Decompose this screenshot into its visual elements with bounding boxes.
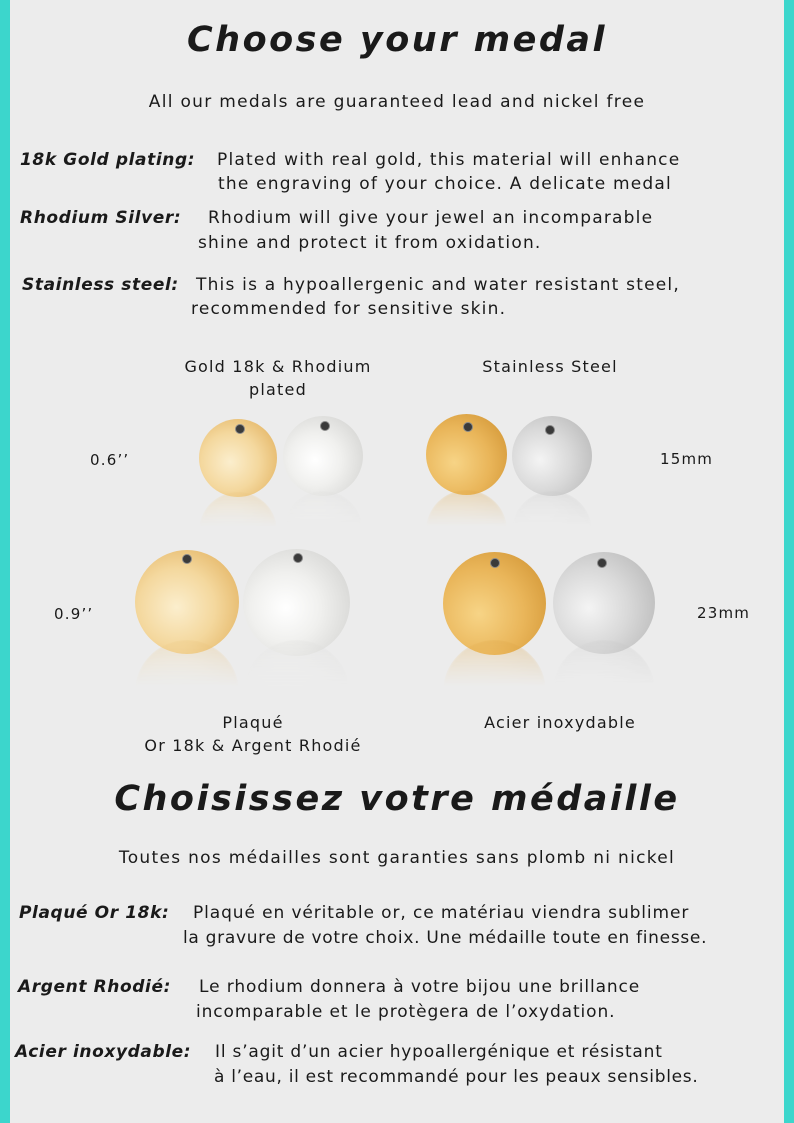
fr-plated-label-line2: Or 18k & Argent Rhodié xyxy=(144,736,362,755)
medal-gold-small xyxy=(199,419,277,497)
gold-term: 18k Gold plating: xyxy=(20,150,196,170)
steel-column-label: Stainless Steel xyxy=(482,357,618,376)
gold-desc-line1: Plated with real gold, this material will enhance xyxy=(217,150,681,170)
fr-page-subtitle: Toutes nos médailles sont garanties sans plomb ni nickel xyxy=(118,848,676,868)
plated-column-label-line2: plated xyxy=(249,380,307,399)
fr-steel-desc-line2: à l’eau, il est recommandé pour les peaux sensibles. xyxy=(214,1067,699,1087)
medal-steel-silver-large xyxy=(553,552,655,654)
rhodium-desc-line1: Rhodium will give your jewel an incomparable xyxy=(208,208,654,228)
fr-gold-term: Plaqué Or 18k: xyxy=(19,903,170,923)
steel-term: Stainless steel: xyxy=(22,275,179,295)
fr-steel-term: Acier inoxydable: xyxy=(15,1042,192,1062)
fr-gold-desc-line2: la gravure de votre choix. Une médaille toute en finesse. xyxy=(183,928,708,948)
plated-column-label-line1: Gold 18k & Rhodium xyxy=(184,357,372,376)
small-size-inch: 0.6’’ xyxy=(90,451,130,469)
fr-plated-label-line1: Plaqué xyxy=(222,713,284,732)
fr-rhodium-desc-line1: Le rhodium donnera à votre bijou une brillance xyxy=(199,977,641,997)
large-size-inch: 0.9’’ xyxy=(54,605,94,623)
fr-rhodium-term: Argent Rhodié: xyxy=(18,977,171,997)
gold-desc-line2: the engraving of your choice. A delicate medal xyxy=(218,174,672,194)
fr-steel-desc-line1: Il s’agit d’un acier hypoallergénique et résistant xyxy=(215,1042,663,1062)
fr-rhodium-desc-line2: incomparable et le protègera de l’oxydation. xyxy=(196,1002,616,1022)
medal-steel-silver-small xyxy=(512,416,592,496)
rhodium-term: Rhodium Silver: xyxy=(20,208,182,228)
steel-desc-line1: This is a hypoallergenic and water resistant steel, xyxy=(196,275,680,295)
steel-desc-line2: recommended for sensitive skin. xyxy=(191,299,507,319)
page-sheet xyxy=(10,0,784,1123)
page-subtitle: All our medals are guaranteed lead and nickel free xyxy=(148,92,646,112)
medal-rhodium-small xyxy=(283,416,363,496)
page-title: Choose your medal xyxy=(186,20,608,60)
fr-steel-label: Acier inoxydable xyxy=(484,713,636,732)
rhodium-desc-line2: shine and protect it from oxidation. xyxy=(198,233,542,253)
medal-steel-gold-small xyxy=(426,414,507,495)
fr-page-title: Choisissez votre médaille xyxy=(114,779,680,819)
small-size-mm: 15mm xyxy=(660,450,714,468)
medal-gold-large xyxy=(135,550,239,654)
large-size-mm: 23mm xyxy=(697,604,751,622)
fr-gold-desc-line1: Plaqué en véritable or, ce matériau viendra sublimer xyxy=(193,903,690,923)
